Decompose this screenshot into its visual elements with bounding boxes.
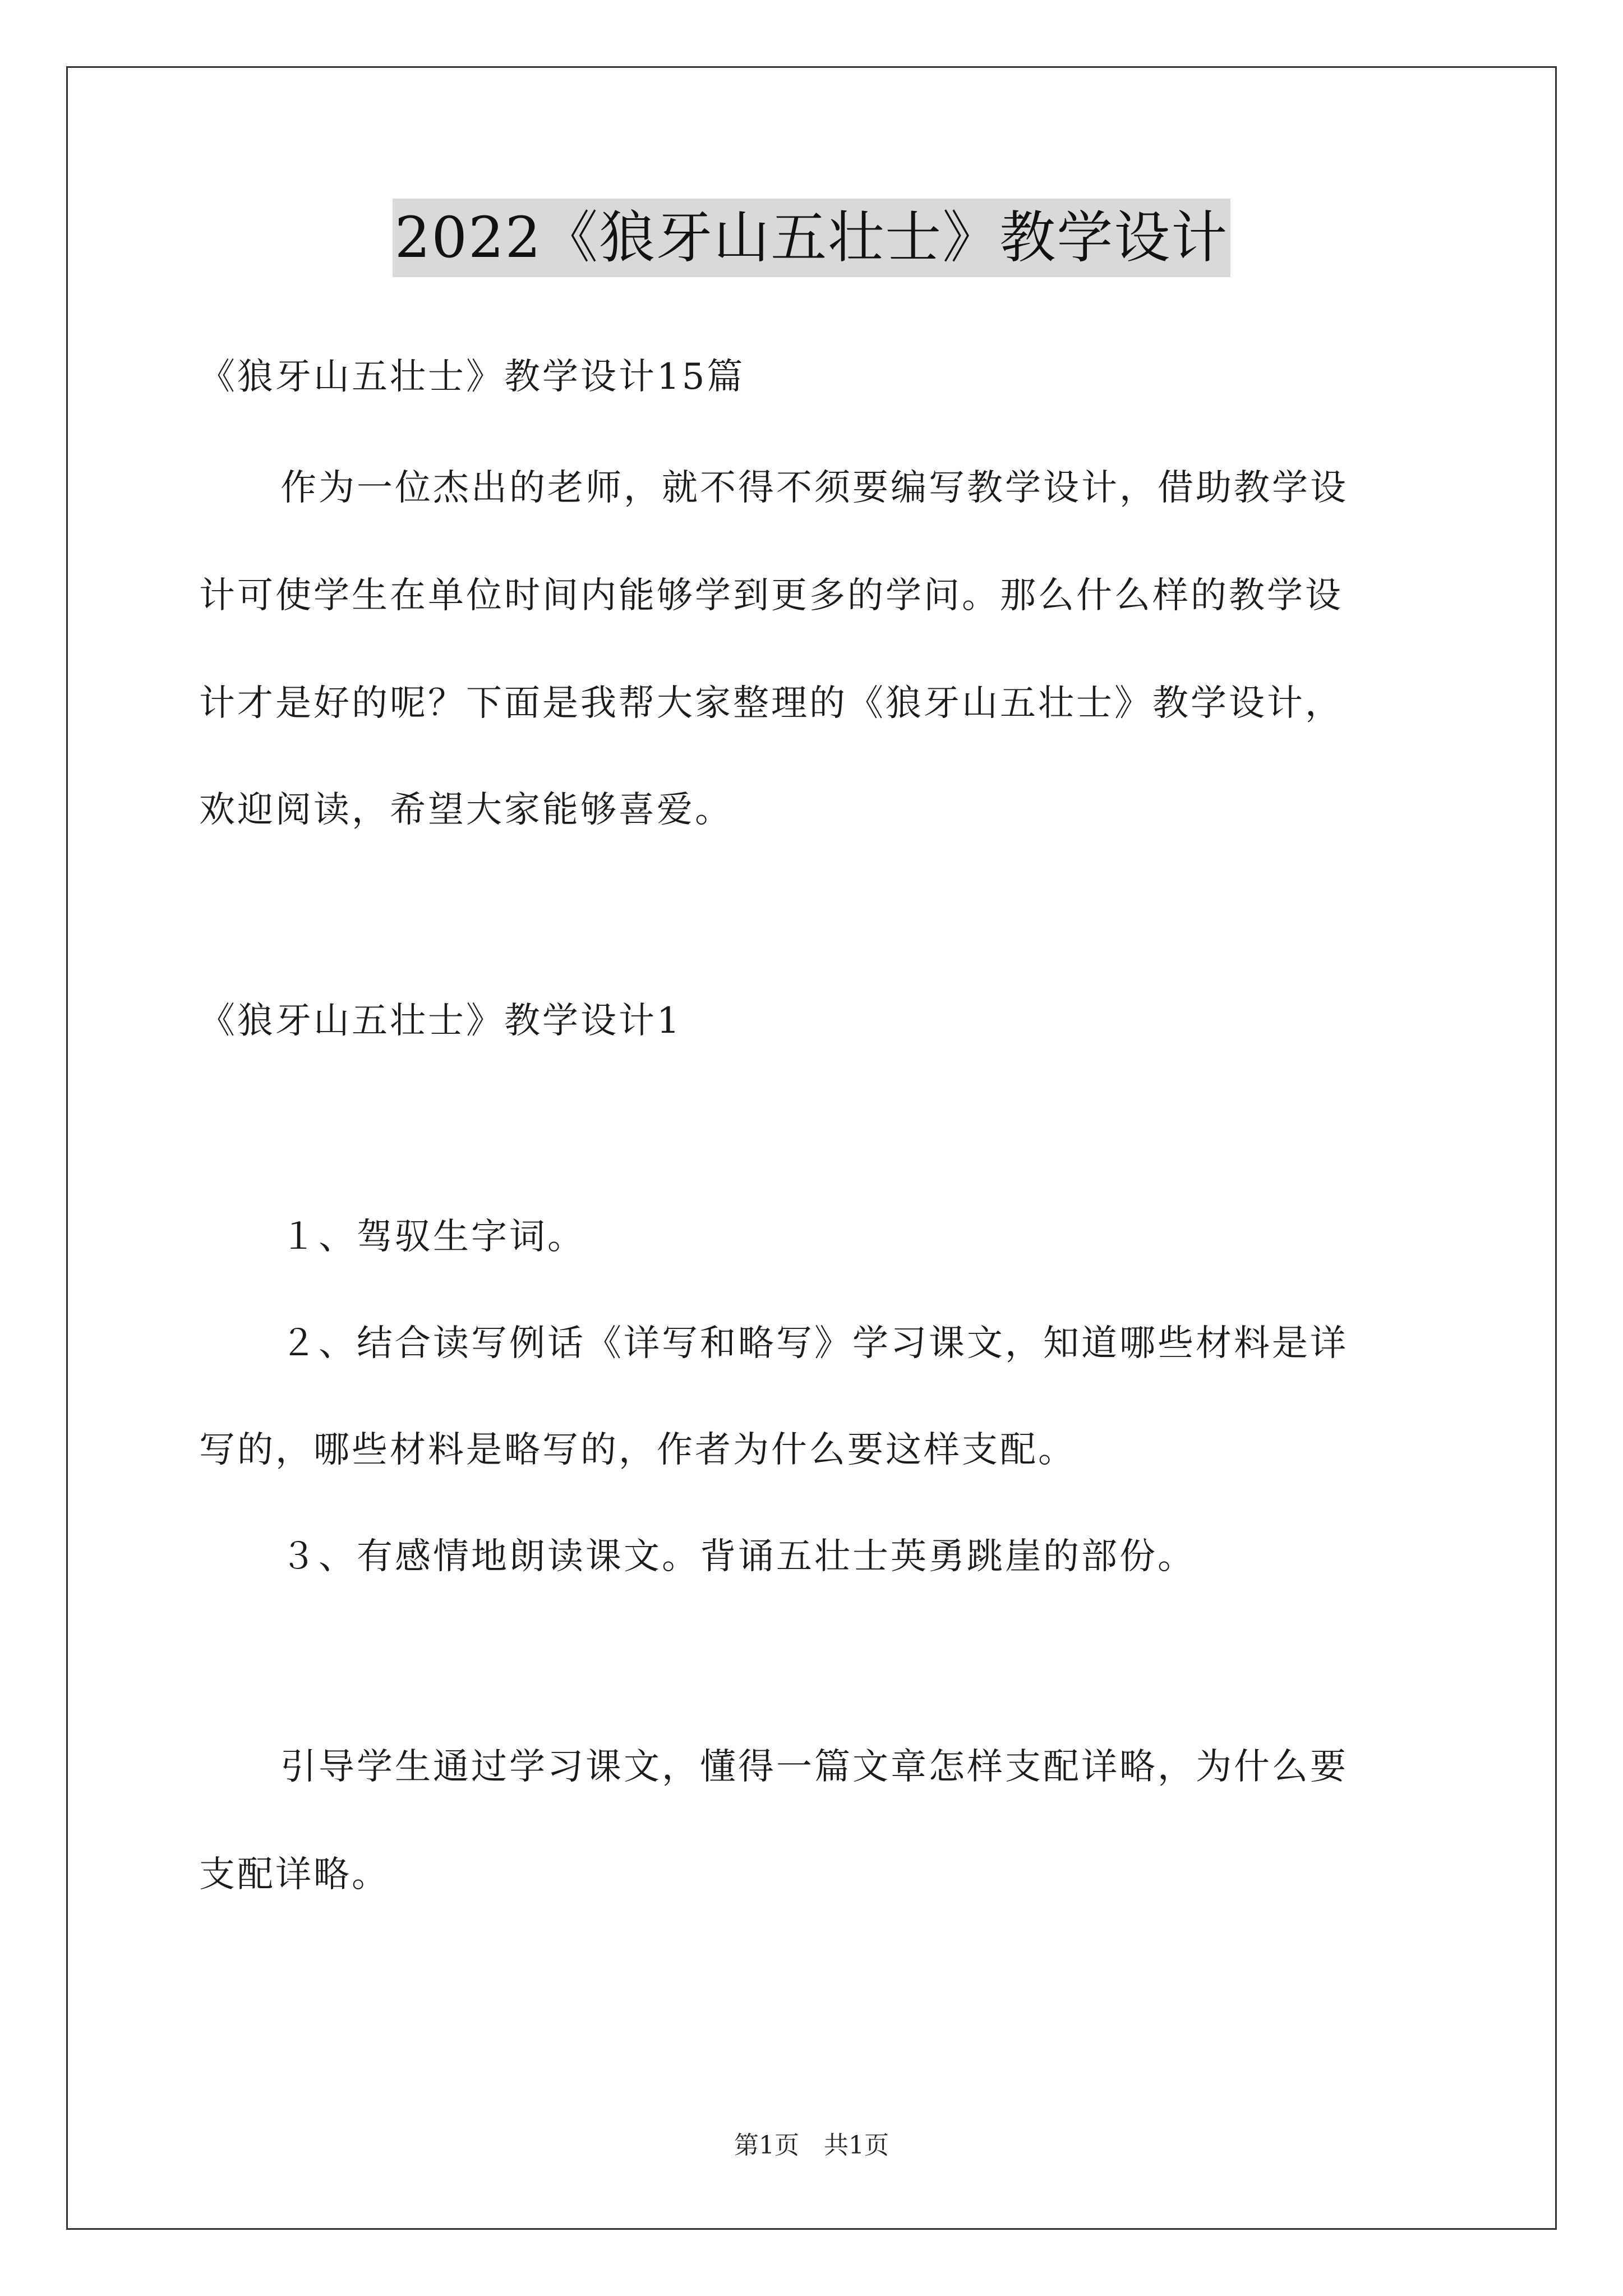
objective-line-2: ２、结合读写例话《详写和略写》学习课文，知道哪些材料是详	[280, 1323, 1348, 1364]
focus-line-2: 支配详略。	[199, 1854, 390, 1895]
objective-line-3: 写的，哪些材料是略写的，作者为什么要这样支配。	[199, 1429, 1076, 1471]
intro-line-4: 欢迎阅读，希望大家能够喜爱。	[199, 789, 733, 831]
intro-line-3: 计才是好的呢？下面是我帮大家整理的《狼牙山五壮士》教学设计，	[199, 683, 1343, 724]
title-container	[0, 199, 1623, 277]
objective-line-4: ３、有感情地朗读课文。背诵五壮士英勇跳崖的部份。	[280, 1536, 1196, 1577]
document-title: 2022《狼牙山五壮士》教学设计	[393, 199, 1231, 277]
intro-line-2: 计可使学生在单位时间内能够学到更多的学问。那么什么样的教学设	[199, 575, 1343, 616]
focus-line-1: 引导学生通过学习课文，懂得一篇文章怎样支配详略，为什么要	[280, 1746, 1348, 1788]
page-footer: 第1页 共1页	[734, 2131, 889, 2160]
intro-line-1: 作为一位杰出的老师，就不得不须要编写教学设计，借助教学设	[280, 467, 1348, 509]
document-subtitle: 《狼牙山五壮士》教学设计15篇	[199, 356, 745, 398]
objective-line-1: １、驾驭生字词。	[280, 1216, 585, 1258]
section-heading: 《狼牙山五壮士》教学设计1	[199, 1000, 682, 1042]
